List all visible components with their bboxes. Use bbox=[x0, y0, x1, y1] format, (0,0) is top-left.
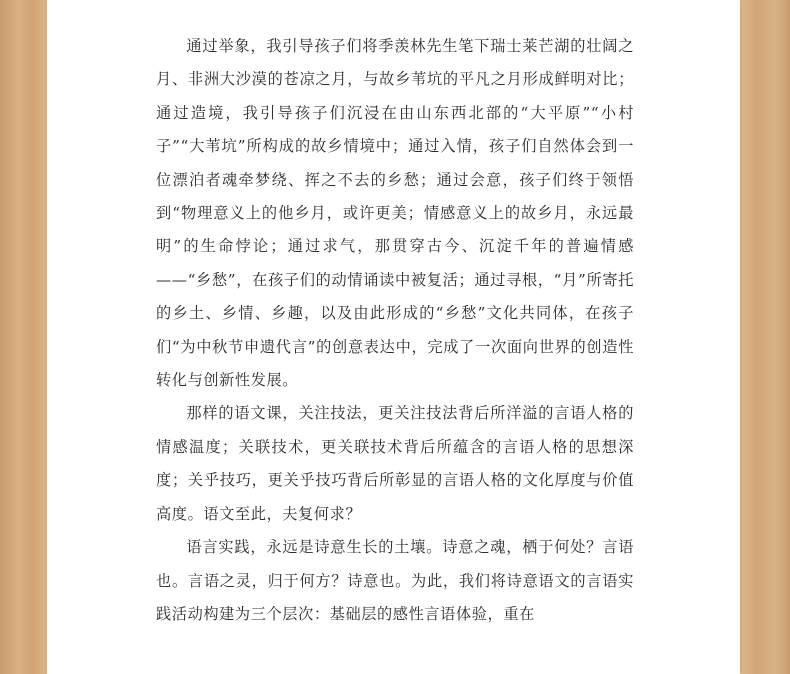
wood-border-left bbox=[0, 0, 47, 674]
wood-border-right bbox=[740, 0, 790, 674]
paragraph-1: 通过举象，我引导孩子们将季羡林先生笔下瑞士莱芒湖的壮阔之月、非洲大沙漠的苍凉之月，与故乡苇坑的平凡之月形成鲜明对比；通过造境，我引导孩子们沉浸在由山东西北部的“大平原”“小村子”“大苇坑”所构成的故乡情境中；通过入情，孩子们自然体会到一位漂泊者魂牵梦绕、挥之不去的乡愁；通过会意，孩子们终于领悟到“物理意义上的他乡月，或许更美；情感意义上的故乡月，永远最明”的生命悖论；通过求气，那贯穿古今、沉淀千年的普遍情感——“乡愁”，在孩子们的动情诵读中被复活；通过寻根，“月”所寄托的乡土、乡情、乡趣，以及由此形成的“乡愁”文化共同体，在孩子们“为中秋节申遗代言”的创意表达中，完成了一次面向世界的创造性转化与创新性发展。 bbox=[156, 37, 634, 390]
paragraph-3: 语言实践，永远是诗意生长的土壤。诗意之魂，栖于何处？言语也。言语之灵，归于何方？诗意也。为此，我们将诗意语文的言语实践活动构建为三个层次：基础层的感性言语体验，重在 bbox=[156, 538, 634, 623]
body-text bbox=[156, 30, 634, 631]
paragraph-2: 那样的语文课，关注技法，更关注技法背后所洋溢的言语人格的情感温度；关联技术，更关联技术背后所蕴含的言语人格的思想深度；关乎技巧，更关乎技巧背后所彰显的言语人格的文化厚度与价值高度。语文至此，夫复何求？ bbox=[156, 404, 634, 523]
